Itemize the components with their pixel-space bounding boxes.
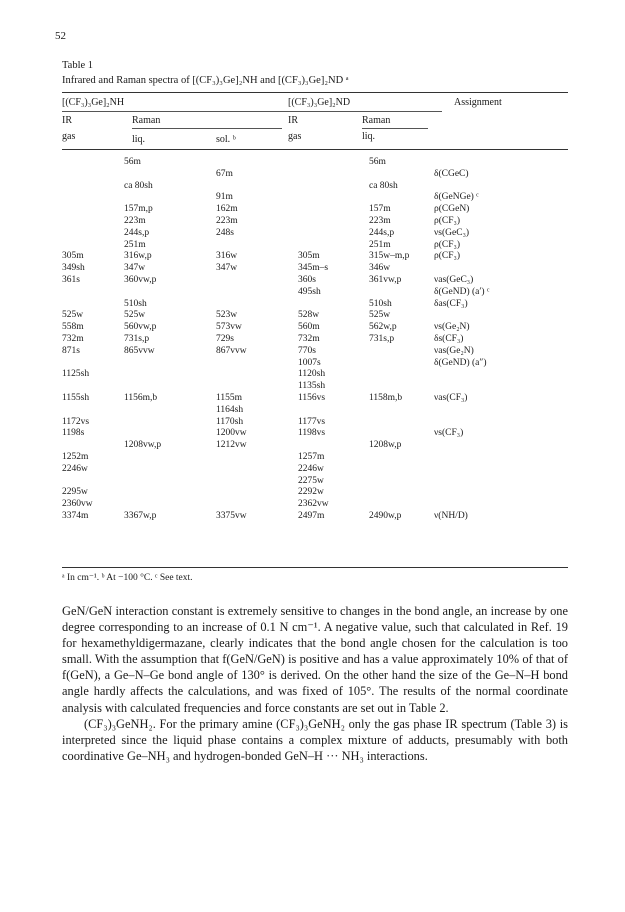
table-row xyxy=(62,487,568,499)
cell-assignment: ρ(CF₃) xyxy=(434,251,460,262)
cell-raman-sol-nh: 67m xyxy=(216,168,233,179)
table-row xyxy=(62,157,568,169)
table-row xyxy=(62,204,568,216)
cell-raman-sol-nh: 162m xyxy=(216,204,238,215)
cell-ir-gas-nd: 560m xyxy=(298,322,320,333)
table-row xyxy=(62,228,568,240)
cell-ir-gas-nd: 2362vw xyxy=(298,499,329,510)
cell-ir-gas-nh: 558m xyxy=(62,322,84,333)
table-row xyxy=(62,417,568,429)
table-header-rule xyxy=(62,149,568,150)
header-assignment: Assignment xyxy=(454,97,502,108)
table-row xyxy=(62,169,568,181)
header-nd-ir: IR xyxy=(288,115,298,126)
table-row xyxy=(62,405,568,417)
cell-raman-sol-nh: 573vw xyxy=(216,322,242,333)
paragraph: (CF₃)₃GeNH₂. For the primary amine (CF₃)₃GeNH₂ only the gas phase IR spectrum (Table 3) is interpreted since the liquid phase contains a complex mixture of adducts, presumably with both coordinative Ge–NH₃ and hydrogen-bonded GeN–H ··· NH₃ interactions. xyxy=(62,716,568,763)
cell-raman-liq-nh: 223m xyxy=(124,215,146,226)
cell-ir-gas-nd: 360s xyxy=(298,274,316,285)
cell-raman-liq-nd: 2490w,p xyxy=(369,510,402,521)
table-row xyxy=(62,322,568,334)
table-row xyxy=(62,440,568,452)
cell-raman-sol-nh: 223m xyxy=(216,215,238,226)
cell-ir-gas-nd: 1007s xyxy=(298,357,321,368)
cell-raman-liq-nd: 315w–m,p xyxy=(369,251,410,262)
table-label: Table 1 xyxy=(62,60,94,71)
cell-raman-liq-nh: 560vw,p xyxy=(124,322,157,333)
cell-raman-liq-nd: 157m xyxy=(369,204,391,215)
cell-raman-liq-nd: 56m xyxy=(369,157,386,167)
cell-raman-liq-nh: 510sh xyxy=(124,298,147,309)
cell-raman-liq-nd: 510sh xyxy=(369,298,392,309)
cell-raman-liq-nh: 316w,p xyxy=(124,251,152,262)
cell-raman-liq-nd: 562w,p xyxy=(369,322,397,333)
cell-raman-sol-nh: 3375vw xyxy=(216,510,247,521)
cell-ir-gas-nh: 3374m xyxy=(62,510,89,521)
cell-ir-gas-nd: 1120sh xyxy=(298,369,326,380)
header-group-rule xyxy=(62,111,442,112)
cell-ir-gas-nd: 1135sh xyxy=(298,381,326,392)
cell-assignment: δ(GeND) (a′) ᶜ xyxy=(434,286,490,297)
header-nd-compound: [(CF₃)₃Ge]₂ND xyxy=(288,97,351,108)
cell-ir-gas-nd: 732m xyxy=(298,333,320,344)
cell-raman-liq-nd: 731s,p xyxy=(369,333,395,344)
cell-ir-gas-nh: 349sh xyxy=(62,263,85,274)
cell-ir-gas-nh: 305m xyxy=(62,251,84,262)
cell-assignment: ρ(CF₃) xyxy=(434,239,460,250)
table-row xyxy=(62,181,568,193)
header-nd-raman-rule xyxy=(362,128,428,129)
cell-raman-sol-nh: 1212vw xyxy=(216,440,247,451)
cell-raman-sol-nh: 347w xyxy=(216,263,238,274)
cell-ir-gas-nh: 1155sh xyxy=(62,392,90,403)
cell-ir-gas-nd: 2292w xyxy=(298,487,324,498)
cell-raman-liq-nh: 865vvw xyxy=(124,345,155,356)
cell-assignment: νs(CF₃) xyxy=(434,428,464,439)
cell-assignment: νas(Ge₂N) xyxy=(434,345,474,356)
cell-raman-sol-nh: 248s xyxy=(216,227,234,238)
cell-ir-gas-nh: 361s xyxy=(62,274,80,285)
cell-raman-liq-nd: 244s,p xyxy=(369,227,395,238)
table-row xyxy=(62,346,568,358)
paragraph: GeN/GeN interaction constant is extremely sensitive to changes in the bond angle, an increase by one degree corresponding to an increase of 0.1 N cm⁻¹. A negative value, such that calculated in Ref. 19 for hexamethyldigermazane, clearly indicates that the bond angle chosen for the calculation is too small. With the assumption that f(GeN/GeN) is positive and has a value approximately 10% of that of f(GeN), a Ge–N–Ge bond angle of 130° is derived. On the other hand the size of the Ge–N–H bond angle hardly affects the calculations, and was fixed of 105°. The results of the normal coordinate analysis with calculated frequencies and force constants are set out in Table 2. xyxy=(62,604,568,715)
cell-raman-liq-nd: 525w xyxy=(369,310,391,321)
cell-ir-gas-nd: 2275w xyxy=(298,475,324,486)
table-bottom-rule xyxy=(62,567,568,568)
page-number: 52 xyxy=(55,30,66,42)
cell-raman-liq-nh: 1156m,b xyxy=(124,392,158,403)
cell-assignment: ν(NH/D) xyxy=(434,510,468,521)
table-row xyxy=(62,275,568,287)
cell-ir-gas-nd: 1177vs xyxy=(298,416,326,427)
table-row xyxy=(62,369,568,381)
cell-ir-gas-nh: 525w xyxy=(62,310,84,321)
table-row xyxy=(62,476,568,488)
cell-ir-gas-nd: 2246w xyxy=(298,463,324,474)
table-row xyxy=(62,251,568,263)
cell-ir-gas-nd: 345m–s xyxy=(298,263,329,274)
cell-ir-gas-nd: 1257m xyxy=(298,451,325,462)
cell-raman-sol-nh: 1170sh xyxy=(216,416,244,427)
table-body xyxy=(62,157,568,523)
cell-raman-sol-nh: 1155m xyxy=(216,392,243,403)
header-nh-ir-gas: gas xyxy=(62,131,76,142)
cell-ir-gas-nh: 1252m xyxy=(62,451,89,462)
cell-assignment: δ(GeND) (a″) xyxy=(434,357,487,368)
cell-raman-liq-nh: 360vw,p xyxy=(124,274,157,285)
cell-ir-gas-nh: 732m xyxy=(62,333,84,344)
cell-assignment: νs(GeC₃) xyxy=(434,227,470,238)
cell-raman-liq-nh: 251m xyxy=(124,239,146,250)
header-nh-raman-rule xyxy=(132,128,282,129)
cell-raman-sol-nh: 1164sh xyxy=(216,404,244,415)
header-nh-sol: sol. ᵇ xyxy=(216,134,236,145)
cell-raman-liq-nd: 1208w,p xyxy=(369,440,402,451)
cell-assignment: νs(Ge₂N) xyxy=(434,322,470,333)
table-row xyxy=(62,499,568,511)
cell-raman-sol-nh: 729s xyxy=(216,333,234,344)
cell-raman-liq-nh: ca 80sh xyxy=(124,180,153,191)
header-nh-liq: liq. xyxy=(132,134,146,145)
table-row xyxy=(62,464,568,476)
cell-assignment: δs(CF₃) xyxy=(434,333,464,344)
header-nd-ir-gas: gas xyxy=(288,131,302,142)
cell-ir-gas-nh: 2360vw xyxy=(62,499,93,510)
cell-raman-sol-nh: 1200vw xyxy=(216,428,247,439)
cell-ir-gas-nd: 1198vs xyxy=(298,428,326,439)
cell-raman-liq-nd: 346w xyxy=(369,263,391,274)
table-caption: Infrared and Raman spectra of [(CF₃)₃Ge]₂NH and [(CF₃)₃Ge]₂ND ᵃ xyxy=(62,75,349,86)
cell-ir-gas-nh: 2295w xyxy=(62,487,88,498)
cell-raman-liq-nd: 251m xyxy=(369,239,391,250)
cell-ir-gas-nd: 2497m xyxy=(298,510,325,521)
header-nh-ir: IR xyxy=(62,115,72,126)
cell-assignment: ρ(CGeN) xyxy=(434,204,470,215)
table-footnote: ᵃ In cm⁻¹. ᵇ At −100 °C. ᶜ See text. xyxy=(62,573,193,583)
table-row xyxy=(62,240,568,252)
cell-ir-gas-nh: 1198s xyxy=(62,428,85,439)
table-top-rule xyxy=(62,92,568,93)
table-row xyxy=(62,452,568,464)
cell-raman-liq-nh: 525w xyxy=(124,310,146,321)
cell-raman-liq-nd: 1158m,b xyxy=(369,392,403,403)
cell-assignment: νas(CF₃) xyxy=(434,392,468,403)
cell-assignment: δ(GeNGe) ᶜ xyxy=(434,192,479,203)
cell-assignment: δas(CF₃) xyxy=(434,298,468,309)
cell-raman-liq-nh: 347w xyxy=(124,263,146,274)
cell-raman-sol-nh: 316w xyxy=(216,251,238,262)
table-row xyxy=(62,381,568,393)
cell-raman-liq-nh: 3367w,p xyxy=(124,510,157,521)
body-text xyxy=(62,603,568,764)
cell-ir-gas-nh: 1172vs xyxy=(62,416,90,427)
cell-assignment: νas(GeC₃) xyxy=(434,274,474,285)
cell-raman-liq-nh: 56m xyxy=(124,157,141,167)
header-nd-raman: Raman xyxy=(362,115,391,126)
header-nh-raman: Raman xyxy=(132,115,161,126)
table-row xyxy=(62,428,568,440)
cell-raman-liq-nh: 1208vw,p xyxy=(124,440,162,451)
table-row xyxy=(62,393,568,405)
table-row xyxy=(62,358,568,370)
cell-ir-gas-nh: 871s xyxy=(62,345,80,356)
table-row xyxy=(62,511,568,523)
cell-raman-liq-nh: 157m,p xyxy=(124,204,153,215)
table-row xyxy=(62,310,568,322)
table-row xyxy=(62,287,568,299)
cell-raman-sol-nh: 91m xyxy=(216,192,233,203)
cell-raman-liq-nd: 223m xyxy=(369,215,391,226)
cell-raman-liq-nh: 244s,p xyxy=(124,227,150,238)
table-row xyxy=(62,192,568,204)
cell-ir-gas-nd: 528w xyxy=(298,310,320,321)
table-row xyxy=(62,263,568,275)
cell-ir-gas-nd: 1156vs xyxy=(298,392,326,403)
header-nh-compound: [(CF₃)₃Ge]₂NH xyxy=(62,97,125,108)
cell-ir-gas-nd: 770s xyxy=(298,345,316,356)
cell-ir-gas-nd: 495sh xyxy=(298,286,321,297)
table-row xyxy=(62,299,568,311)
cell-raman-liq-nh: 731s,p xyxy=(124,333,150,344)
cell-raman-liq-nd: 361vw,p xyxy=(369,274,402,285)
cell-raman-sol-nh: 523w xyxy=(216,310,238,321)
table-row xyxy=(62,216,568,228)
cell-ir-gas-nh: 1125sh xyxy=(62,369,90,380)
cell-raman-liq-nd: ca 80sh xyxy=(369,180,398,191)
header-nd-liq: liq. xyxy=(362,131,376,142)
cell-raman-sol-nh: 867vvw xyxy=(216,345,247,356)
cell-assignment: ρ(CF₃) xyxy=(434,215,460,226)
cell-ir-gas-nd: 305m xyxy=(298,251,320,262)
cell-ir-gas-nh: 2246w xyxy=(62,463,88,474)
table-row xyxy=(62,334,568,346)
cell-assignment: δ(CGeC) xyxy=(434,168,469,179)
